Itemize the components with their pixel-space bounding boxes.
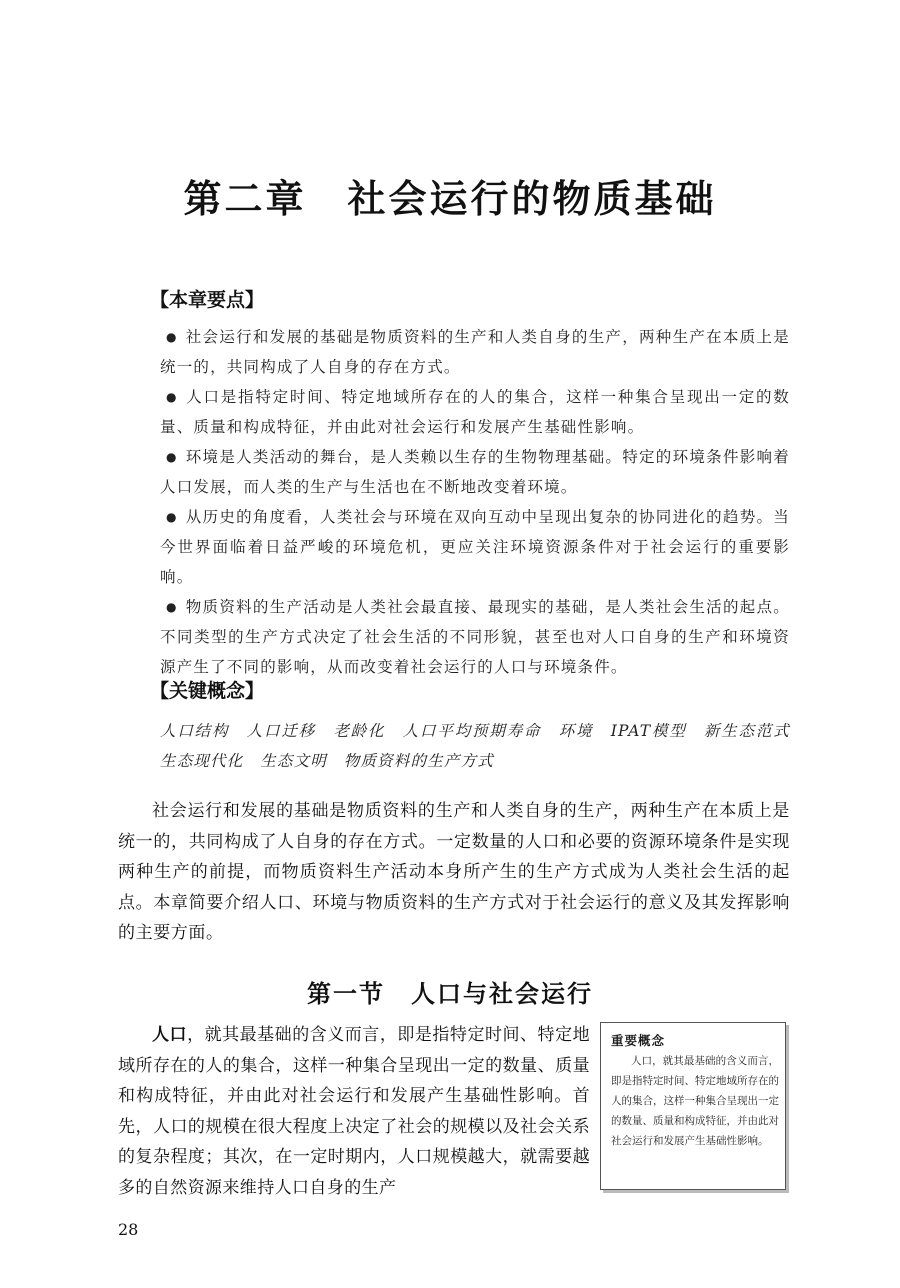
- key-point-item: ● 从历史的角度看，人类社会与环境在双向互动中呈现出复杂的协同进化的趋势。当今世界面临着日益严峻的环境危机，更应关注环境资源条件对于社会运行的重要影响。: [160, 508, 791, 586]
- bullet-icon: ●: [166, 330, 178, 344]
- bullet-icon: ●: [166, 390, 179, 404]
- section-title: 第一节 人口与社会运行: [307, 980, 593, 1008]
- page-number: 28: [118, 1220, 139, 1239]
- key-point-item: ● 社会运行和发展的基础是物质资料的生产和人类自身的生产，两种生产在本质上是统一的，共同构成了人自身的存在方式。: [160, 328, 791, 376]
- concept-sidebar-box: [600, 1022, 786, 1190]
- bullet-icon: ●: [166, 600, 178, 614]
- key-points-list: [160, 322, 790, 682]
- key-points-heading: 【本章要点】: [150, 289, 265, 311]
- sidebar-text: 人口，就其最基础的含义而言，即是指特定时间、特定地域所存在的人的集合，这样一种集合呈现出一定的数量、质量和构成特征，并由此对社会运行和发展产生基础性影响。: [611, 1055, 779, 1147]
- highlighted-term: 人口: [152, 1025, 188, 1045]
- key-point-item: ● 环境是人类活动的舞台，是人类赖以生存的生物物理基础。特定的环境条件影响着人口发展，而人类的生产与生活也在不断地改变着环境。: [160, 448, 791, 496]
- key-concepts-list: 人口结构 人口迁移 老龄化 人口平均预期寿命 环境 IPAT模型 新生态范式 生态现代化 生态文明 物质资料的生产方式: [160, 722, 807, 770]
- chapter-title: 第二章 社会运行的物质基础: [183, 177, 717, 221]
- body-paragraph-text: ，就其最基础的含义而言，即是指特定时间、特定地域所存在的人的集合，这样一种集合呈现出一定的数量、质量和构成特征，并由此对社会运行和发展产生基础性影响。首先，人口的规模在很大程度上决定了社会的规模以及社会关系的复杂程度；其次，在一定时期内，人口规模越大，就需要越多的自然资源来维持人口自身的生产: [118, 1025, 590, 1198]
- sidebar-title: 重要概念: [611, 1033, 666, 1048]
- bullet-icon: ●: [166, 510, 178, 524]
- key-concepts-heading: 【关键概念】: [150, 680, 265, 702]
- body-paragraph: [118, 1020, 590, 1204]
- key-point-item: ● 物质资料的生产活动是人类社会最直接、最现实的基础，是人类社会生活的起点。不同类型的生产方式决定了社会生活的不同形貌，甚至也对人口自身的生产和环境资源产生了不同的影响，从而改变着社会运行的人口与环境条件。: [160, 598, 791, 676]
- key-point-item: ● 人口是指特定时间、特定地域所存在的人的集合，这样一种集合呈现出一定的数量、质量和构成特征，并由此对社会运行和发展产生基础性影响。: [160, 388, 790, 436]
- bullet-icon: ●: [166, 450, 178, 464]
- intro-paragraph: 社会运行和发展的基础是物质资料的生产和人类自身的生产，两种生产在本质上是统一的，共同构成了人自身的存在方式。一定数量的人口和必要的资源环境条件是实现两种生产的前提，而物质资料生产活动本身所产生的生产方式成为人类社会生活的起点。本章简要介绍人口、环境与物质资料的生产方式对于社会运行的意义及其发挥影响的主要方面。: [118, 801, 790, 944]
